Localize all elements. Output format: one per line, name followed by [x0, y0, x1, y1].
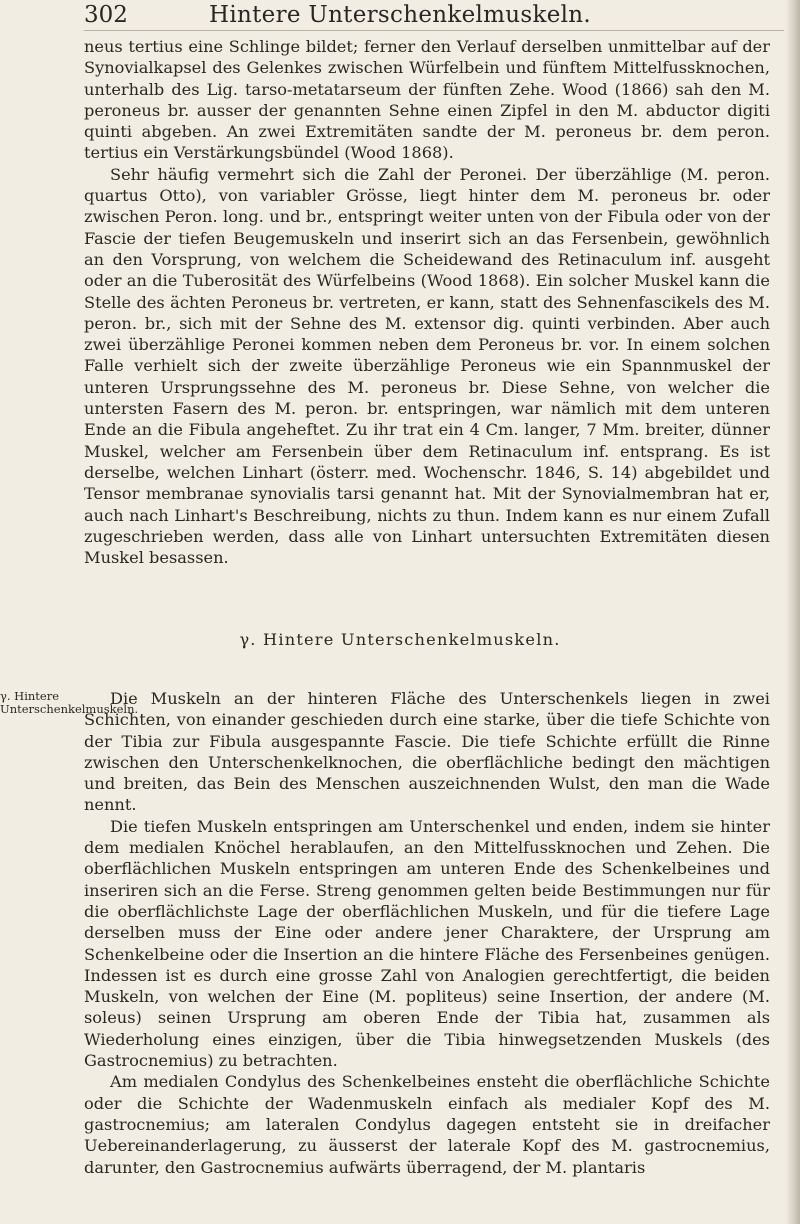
page-edge-shadow	[786, 0, 800, 1224]
paragraph: Sehr häufig vermehrt sich die Zahl der Peronei. Der überzählige (M. peron. quartus Otto), von variabler Grösse, liegt hinter dem M. peroneus br. oder zwischen Peron. long. und br., entspringt weiter unten von der Fibula oder von der Fascie der tiefen Beugemuskeln und inserirt sich an das Fersenbein, gewöhnlich an den Vorsprung, von welchem die Scheidewand des Retinaculum inf. ausgeht oder an die Tuberosität des Würfelbeins (Wood 1868). Ein solcher Muskel kann die Stelle des ächten Peroneus br. vertreten, er kann, statt des Sehnenfascikels des M. peron. br., sich mit der Sehne des M. extensor dig. quinti verbinden. Aber auch zwei überzählige Peronei kommen neben dem Peroneus br. vor. In einem solchen Falle verhielt sich der zweite überzählige Peroneus wie ein Spannmuskel der unteren Ursprungssehne des M. peroneus br. Diese Sehne, von welcher die untersten Fasern des M. peron. br. entspringen, war nämlich mit dem unteren Ende an die Fibula angeheftet. Zu ihr trat ein 4 Cm. langer, 7 Mm. breiter, dünner Muskel, welcher am Fersenbein über dem Retinaculum inf. entsprang. Es ist derselbe, welchen Linhart (österr. med. Wochenschr. 1846, S. 14) abgebildet und Tensor membranae synovialis tarsi genannt hat. Mit der Synovialmembran hat er, auch nach Linhart's Beschreibung, nichts zu thun. Indem kann es nur einem Zufall zugeschrieben werden, dass alle von Linhart untersuchten Extremitäten diesen Muskel besassen.	[84, 164, 770, 568]
paragraph: Am medialen Condylus des Schenkelbeines ensteht die oberflächliche Schichte oder die Schichte der Wadenmuskeln einfach als medialer Kopf des M. gastrocnemius; am lateralen Condylus dagegen entsteht sie in dreifacher Ueberеinanderlagerung, zu äusserst der laterale Kopf des M. gastrocnemius, darunter, den Gastrocnemius aufwärts überragend, der M. plantaris	[84, 1072, 770, 1177]
header-rule	[84, 30, 784, 31]
page-number: 302	[84, 2, 128, 28]
paragraph: Die tiefen Muskeln entspringen am Unterschenkel und enden, indem sie hinter dem medialen Knöchel herablaufen, an den Mittelfussknochen und Zehen. Die oberflächlichen Muskeln entspringen am unteren Ende des Schenkelbeines und inseriren sich an die Ferse. Streng genommen gelten beide Bestimmungen nur für die oberflächlichste Lage der oberflächlichen Muskeln, und für die tiefere Lage derselben muss der Eine oder andere jener Charaktere, der Ursprung am Schenkelbeine oder die Insertion an die hintere Fläche des Fersenbeines genügen. Indessen ist es durch eine grosse Zahl von Analogien gerechtfertigt, die beiden Muskeln, von welchen der Eine (M. popliteus) seine Insertion, der andere (M. soleus) seinen Ursprung am oberen Ende der Tibia hat, zusammen als Wiederholung eines einzigen, über die Tibia hinwegsetzenden Muskels (des Gastrocnemius) zu betrachten.	[84, 816, 770, 1071]
text-block-hintere-muskeln	[84, 688, 770, 1178]
section-heading: γ. Hintere Unterschenkelmuskeln.	[239, 630, 561, 649]
margin-note: γ. Hintere Unterschenkelmuskeln.	[0, 689, 139, 716]
text-block-peroneus	[84, 36, 770, 568]
paragraph: Die Muskeln an der hinteren Fläche des Unterschenkels liegen in zwei Schichten, von einander geschieden durch eine starke, über die tiefe Schichte von der Tibia zur Fibula ausgespannte Fascie. Die tiefe Schichte erfüllt die Rinne zwischen den Unterschenkelknochen, die oberflächliche bedingt den mächtigen und breiten, das Bein des Menschen auszeichnenden Wulst, den man die Wade nennt.	[84, 689, 770, 815]
paragraph: neus tertius eine Schlinge bildet; ferner den Verlauf derselben unmittelbar auf der Synovialkapsel des Gelenkes zwischen Würfelbein und fünftem Mittelfussknochen, unterhalb des Lig. tarso-metatarseum der fünften Zehe. Wood (1866) sah den M. peroneus br. ausser der genannten Sehne einen Zipfel in den M. abductor digiti quinti abgeben. An zwei Extremitäten sandte der M. peroneus br. dem peron. tertius ein Verstärkungsbündel (Wood 1868).	[84, 37, 770, 163]
running-title: Hintere Unterschenkelmuskeln.	[208, 2, 592, 28]
